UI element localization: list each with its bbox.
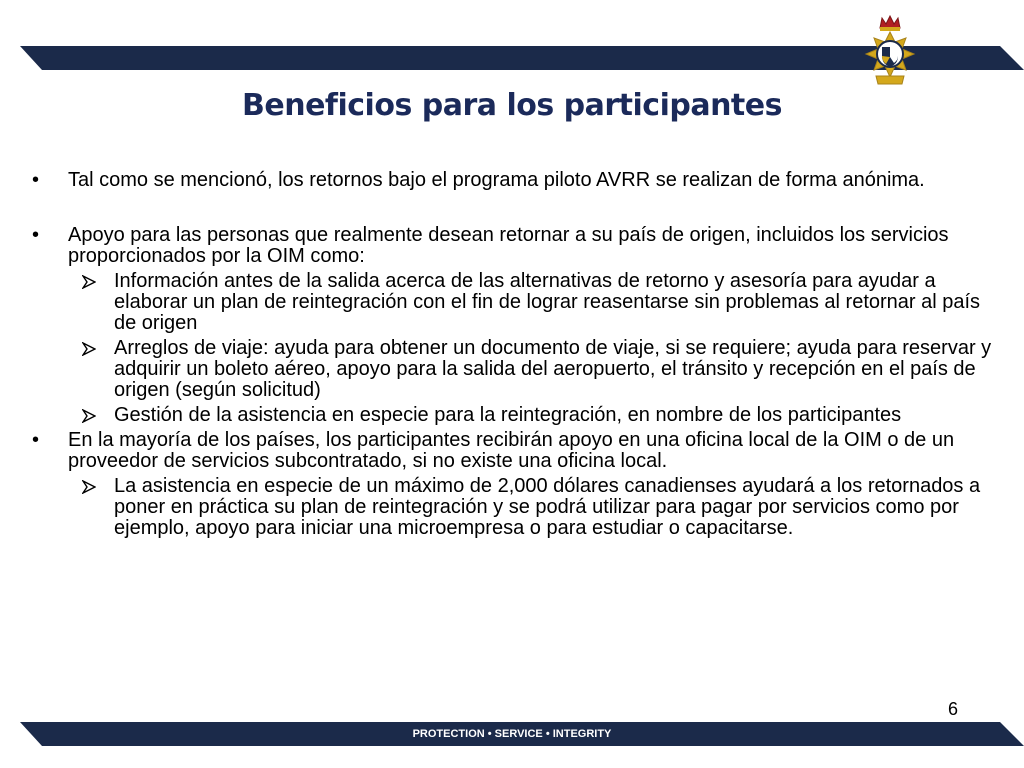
page-number: 6: [948, 699, 959, 719]
slide-title: Beneficios para los participantes: [242, 88, 782, 123]
arrow-bullet-icon: [82, 480, 96, 494]
sub-bullet-text: Información antes de la salida acerca de las alternativas de retorno y asesoría para ayudar a elaborar un plan de reintegración con el fin de lograr reasentarse sin problemas al retornar al país de origen: [114, 270, 981, 334]
bullet-text: Apoyo para las personas que realmente desean retornar a su país de origen, incluidos los servicios proporcionados por la OIM como:: [68, 224, 949, 267]
bullet-marker: •: [32, 224, 40, 246]
bullet-item: [32, 225, 992, 267]
sub-bullet-item: [32, 476, 992, 539]
arrow-bullet-icon: [82, 275, 96, 289]
arrow-bullet-icon: [82, 409, 96, 423]
footer-motto: PROTECTION • SERVICE • INTEGRITY: [412, 728, 612, 740]
sub-bullet-text: La asistencia en especie de un máximo de 2,000 dólares canadienses ayudará a los retornados a poner en práctica su plan de reintegración y se podrá utilizar para pagar por servicios como por ejemplo, apoyo para iniciar una microempresa o para estudiar o capacitarse.: [114, 475, 981, 539]
bullet-marker: •: [32, 169, 40, 191]
slide-content: [32, 170, 992, 539]
sub-bullet-text: Gestión de la asistencia en especie para la reintegración, en nombre de los participantes: [114, 404, 902, 426]
bullet-item: [32, 170, 992, 191]
agency-crest-icon: [858, 14, 922, 90]
sub-bullet-item: [32, 405, 992, 426]
bullet-item: [32, 430, 992, 472]
arrow-bullet-icon: [82, 342, 96, 356]
bullet-marker: •: [32, 429, 40, 451]
bullet-text: Tal como se mencionó, los retornos bajo el programa piloto AVRR se realizan de forma anónima.: [68, 169, 925, 191]
sub-bullet-text: Arreglos de viaje: ayuda para obtener un documento de viaje, si se requiere; ayuda para reservar y adquirir un boleto aéreo, apoyo para la salida del aeropuerto, el tránsito y recepción en el país de origen (según solicitud): [114, 337, 992, 401]
bullet-text: En la mayoría de los países, los participantes recibirán apoyo en una oficina local de la OIM o de un proveedor de servicios subcontratado, si no existe una oficina local.: [68, 429, 955, 472]
sub-bullet-item: [32, 338, 992, 401]
sub-bullet-item: [32, 271, 992, 334]
